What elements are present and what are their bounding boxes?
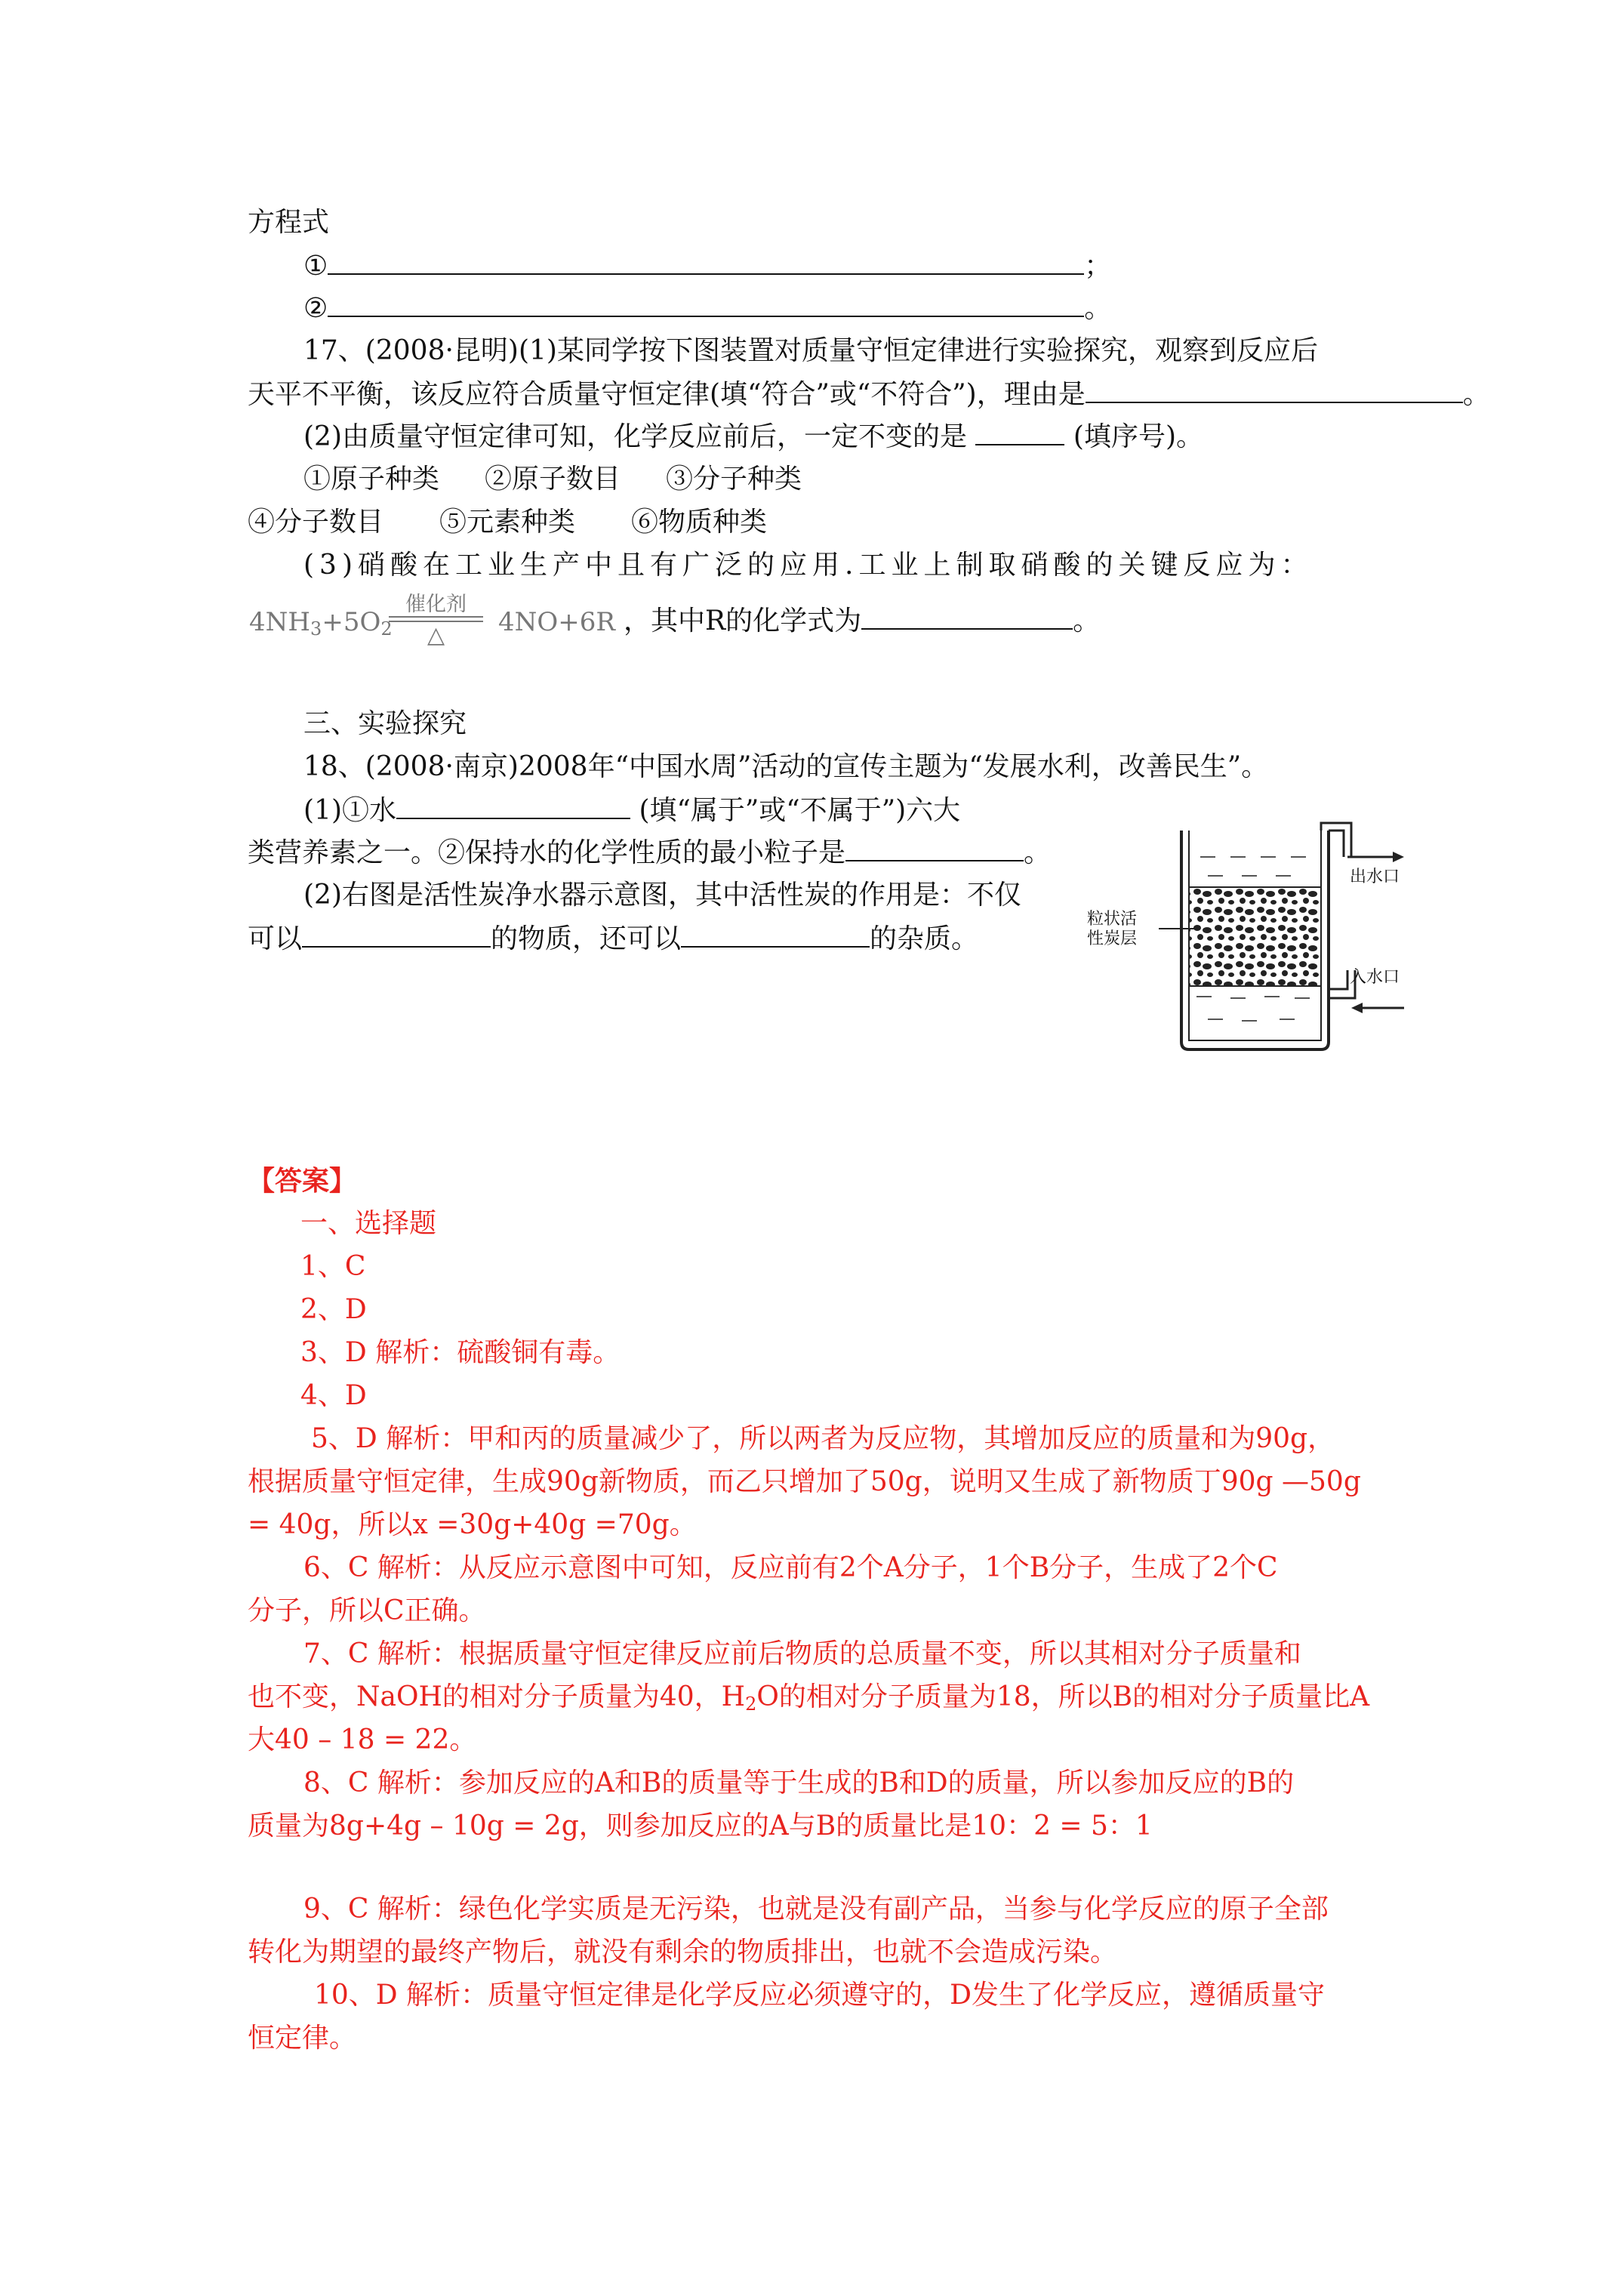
answer-5-line-2: 根据质量守恒定律，生成90g新物质，而乙只增加了50g，说明又生成了新物质丁90g —50g bbox=[248, 1466, 1361, 1497]
water-blank[interactable] bbox=[396, 794, 630, 819]
punctuation: ； bbox=[1084, 251, 1112, 282]
answer-3: 3、D 解析：硫酸铜有毒。 bbox=[300, 1337, 621, 1368]
answer-2: 2、D bbox=[300, 1294, 367, 1325]
option-substance-type: ⑥物质种类 bbox=[631, 507, 768, 538]
reactant-oxygen: +5O bbox=[322, 607, 381, 637]
carbon-function-blank-1[interactable] bbox=[302, 922, 491, 948]
answer-5-line-1: 5、D 解析：甲和丙的质量减少了，所以两者为反应物，其增加反应的质量和为90g， bbox=[311, 1423, 1335, 1454]
equation-line-1 bbox=[303, 249, 1111, 283]
q17-line-1: 17、(2008·昆明)(1)某同学按下图装置对质量守恒定律进行实验探究，观察到反应后 bbox=[303, 335, 1318, 366]
answers-section-title: 一、选择题 bbox=[300, 1208, 437, 1239]
answer-4: 4、D bbox=[300, 1380, 367, 1411]
answer-1: 1、C bbox=[300, 1251, 366, 1282]
answer-10-line-1: 10、D 解析：质量守恒定律是化学反应必须遵守的，D发生了化学反应，遵循质量守 bbox=[314, 1980, 1325, 2011]
nitric-acid-reaction-equation: $4NH_3+5O_2$ 催化剂 △ 4NO+6R bbox=[249, 587, 619, 655]
option-atom-count: ②原子数目 bbox=[485, 464, 621, 495]
q17-text: (3)硝酸在工业生产中且有广泛的应用.工业上制取硝酸的关键反应为： bbox=[303, 550, 1313, 581]
section-title-experiment: 三、实验探究 bbox=[303, 708, 467, 739]
q18-line-3 bbox=[248, 836, 1051, 870]
q17-text: (填序号)。 bbox=[1073, 421, 1203, 452]
q18-line-2 bbox=[303, 794, 960, 827]
answer-8-line-2: 质量为8g+4g – 10g = 2g，则参加反应的A与B的质量比是10：2 = 5：1 bbox=[248, 1811, 1153, 1841]
punctuation: 。 bbox=[1084, 293, 1112, 324]
answer-blank[interactable] bbox=[328, 249, 1084, 275]
equation-label: 方程式 bbox=[248, 207, 330, 238]
q18-text: 可以 bbox=[248, 923, 303, 954]
q17-line-2 bbox=[248, 378, 1490, 411]
sequence-blank[interactable] bbox=[975, 420, 1064, 445]
answer-10-line-2: 恒定律。 bbox=[248, 2023, 357, 2054]
answer-7-text: 也不变，NaOH的相对分子质量为40，H bbox=[248, 1681, 746, 1712]
reactant-ammonia: 4NH bbox=[249, 607, 311, 637]
answer-6-line-2: 分子，所以C正确。 bbox=[248, 1595, 486, 1626]
option-atom-type: ①原子种类 bbox=[303, 464, 440, 495]
equation-number-2: ② bbox=[303, 293, 328, 324]
reaction-arrow bbox=[389, 616, 483, 622]
option-molecule-type: ③分子种类 bbox=[666, 464, 802, 495]
answer-8-line-1: 8、C 解析：参加反应的A和B的质量等于生成的B和D的质量，所以参加反应的B的 bbox=[303, 1767, 1295, 1798]
q17-text: 天平不平衡，该反应符合质量守恒定律(填“符合”或“不符合”)，理由是 bbox=[248, 379, 1086, 410]
q18-line-4: (2)右图是活性炭净水器示意图，其中活性炭的作用是：不仅 bbox=[303, 880, 1021, 911]
answer-6-line-1: 6、C 解析：从反应示意图中可知，反应前有2个A分子，1个B分子，生成了2个C bbox=[303, 1552, 1278, 1583]
carbon-function-blank-2[interactable] bbox=[681, 922, 870, 948]
answer-7-line-3: 大40 – 18 = 22。 bbox=[248, 1724, 477, 1755]
answer-blank[interactable] bbox=[328, 291, 1084, 317]
carbon-layer-label-line-1: 粒状活 bbox=[1087, 910, 1138, 929]
q17-line-6 bbox=[303, 549, 1395, 582]
q17-options-row-2 bbox=[248, 506, 767, 539]
outlet-label: 出水口 bbox=[1350, 868, 1400, 886]
answer-9-line-2: 转化为期望的最终产物后，就没有剩余的物质排出，也就不会造成污染。 bbox=[248, 1937, 1118, 1968]
equation-line-2 bbox=[303, 291, 1111, 325]
q18-text: 的杂质。 bbox=[870, 923, 979, 954]
carbon-layer-label-line-2: 性炭层 bbox=[1087, 929, 1138, 948]
q17-line-7 bbox=[624, 604, 1100, 638]
answer-7-line-1: 7、C 解析：根据质量守恒定律反应前后物质的总质量不变，所以其相对分子质量和 bbox=[303, 1638, 1301, 1669]
reason-blank[interactable] bbox=[1086, 378, 1463, 403]
q18-line-5 bbox=[248, 922, 978, 956]
q18-text: 类营养素之一。②保持水的化学性质的最小粒子是 bbox=[248, 837, 846, 868]
water-purifier-figure bbox=[1087, 815, 1419, 1065]
q17-text: ，其中R的化学式为 bbox=[624, 606, 862, 636]
formula-blank[interactable] bbox=[861, 604, 1073, 630]
q18-line-1: 18、(2008·南京)2008年“中国水周”活动的宣传主题为“发展水利，改善民生”。 bbox=[303, 751, 1269, 782]
catalyst-label: 催化剂 bbox=[405, 593, 467, 616]
answers-header: 【答案】 bbox=[248, 1165, 357, 1197]
answer-5-line-3: = 40g，所以x =30g+40g =70g。 bbox=[248, 1509, 697, 1540]
answer-7-line-2: 也不变，NaOH的相对分子质量为40，$H_2O$的相对分子质量为18，所以B的相对分子质量比A bbox=[248, 1681, 1370, 1715]
q18-text: 的物质，还可以 bbox=[491, 923, 682, 954]
answer-7-text: O的相对分子质量为18，所以B的相对分子质量比A bbox=[756, 1681, 1370, 1712]
answer-9-line-1: 9、C 解析：绿色化学实质是无污染，也就是没有副产品，当参与化学反应的原子全部 bbox=[303, 1894, 1329, 1925]
option-element-type: ⑤元素种类 bbox=[439, 507, 576, 538]
carbon-layer-label bbox=[1087, 910, 1137, 949]
q17-text: (2)由质量守恒定律可知，化学反应前后，一定不变的是 bbox=[303, 421, 967, 452]
products: 4NO+6R bbox=[498, 607, 615, 637]
heat-symbol: △ bbox=[427, 622, 445, 649]
q18-text: (1)①水 bbox=[303, 795, 396, 826]
q18-text: (填“属于”或“不属于”)六大 bbox=[639, 795, 961, 826]
punctuation: 。 bbox=[1024, 837, 1052, 868]
equation-number-1: ① bbox=[303, 251, 328, 282]
particle-blank[interactable] bbox=[845, 836, 1024, 861]
punctuation: 。 bbox=[1462, 379, 1490, 410]
q17-line-3 bbox=[303, 420, 1203, 454]
punctuation: 。 bbox=[1073, 606, 1101, 636]
q17-options-row-1 bbox=[303, 463, 802, 496]
option-molecule-count: ④分子数目 bbox=[248, 507, 384, 538]
inlet-label: 入水口 bbox=[1350, 968, 1400, 987]
